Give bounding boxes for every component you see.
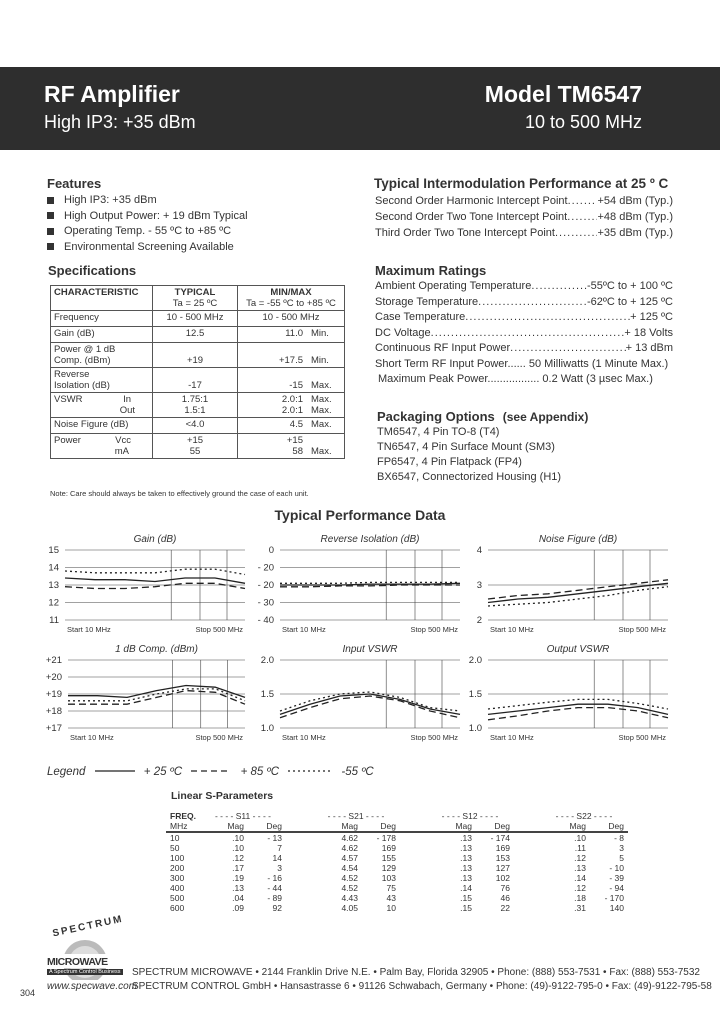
sparams-value: 4.43 xyxy=(341,893,358,903)
spec-note: Note: Care should always be taken to effectively ground the case of each unit. xyxy=(50,489,309,498)
rating-row: Case Temperature ..... + 125 ºC xyxy=(375,311,673,327)
rating-row: Storage Temperature ..... -62ºC to + 125 ºC xyxy=(375,296,673,312)
x-axis-label: Start 10 MHz xyxy=(282,733,326,742)
legend-item: + 25 ºC xyxy=(143,766,183,778)
spec-header-minmax: MIN/MAX Ta = -55 ºC to +85 ºC xyxy=(238,286,345,311)
sparams-value: 155 xyxy=(381,853,396,863)
sparams-value: 153 xyxy=(495,853,510,863)
y-tick-label: 1.5 xyxy=(260,689,274,700)
sparams-value: - 44 xyxy=(267,883,282,893)
x-axis-label: Start 10 MHz xyxy=(282,625,326,634)
y-tick-label: +20 xyxy=(45,672,62,683)
series-line xyxy=(488,708,668,720)
product-subtitle: High IP3: +35 dBm xyxy=(44,112,196,132)
sparams-value: .10 xyxy=(232,843,244,853)
sparams-value: 4.62 xyxy=(341,833,358,843)
rating-row: DC Voltage ..... + 18 Volts xyxy=(375,327,673,343)
x-axis-label: Start 10 MHz xyxy=(490,733,534,742)
sparams-freq: 300 xyxy=(170,873,185,883)
legend-item: + 85 ºC xyxy=(240,766,279,778)
sparams-freq: 400 xyxy=(170,883,185,893)
y-tick-label: +21 xyxy=(45,655,62,666)
chart-plot xyxy=(38,655,249,760)
sparams-value: .12 xyxy=(574,853,586,863)
sparams-value: .10 xyxy=(232,833,244,843)
packaging-list xyxy=(377,426,561,486)
chart-title: 1 dB Comp. (dBm) xyxy=(115,644,198,655)
y-tick-label: +17 xyxy=(45,723,62,734)
sparams-value: 4.52 xyxy=(341,873,358,883)
spec-header-row xyxy=(51,286,345,311)
features-list xyxy=(47,194,248,256)
feature-item: Environmental Screening Available xyxy=(47,241,248,257)
y-tick-label: 11 xyxy=(49,615,59,626)
feature-item: High IP3: +35 dBm xyxy=(47,194,248,210)
spec-row: Power Vcc mA +15 55 +15 58 Max. xyxy=(51,434,345,459)
sparams-value: .04 xyxy=(232,893,244,903)
sparams-value: .13 xyxy=(460,843,472,853)
y-tick-label: 4 xyxy=(476,545,482,556)
sparams-freq: 600 xyxy=(170,903,185,913)
series-line xyxy=(280,696,460,718)
sparams-row xyxy=(166,893,628,903)
product-title: RF Amplifier xyxy=(44,81,180,107)
sparams-value: .17 xyxy=(232,863,244,873)
sparams-value: 10 xyxy=(386,903,396,913)
series-line xyxy=(488,704,668,714)
y-tick-label: 1.0 xyxy=(468,723,482,734)
feature-item: High Output Power: + 19 dBm Typical xyxy=(47,210,248,226)
intermod-title: Typical Intermodulation Performance at 25 º C xyxy=(374,176,669,191)
sparams-value: .09 xyxy=(232,903,244,913)
sparams-value: .14 xyxy=(460,883,472,893)
spec-header-characteristic: CHARACTERISTIC xyxy=(51,286,153,311)
sparams-table xyxy=(166,811,628,913)
intermod-list xyxy=(375,195,673,243)
sparams-value: 43 xyxy=(386,893,396,903)
sparams-freq: 100 xyxy=(170,853,185,863)
sparams-value: .13 xyxy=(460,863,472,873)
bullet-icon xyxy=(47,197,54,204)
footer-url[interactable]: www.specwave.com xyxy=(47,981,138,992)
series-line xyxy=(65,578,245,583)
sparams-value: .19 xyxy=(232,873,244,883)
sparams-value: 46 xyxy=(500,893,510,903)
sparams-value: .12 xyxy=(574,883,586,893)
y-tick-label: 1.0 xyxy=(260,723,274,734)
sparams-value: - 13 xyxy=(267,833,282,843)
sparams-sub-row: MHz Mag Deg Mag Deg Mag Deg Mag Deg xyxy=(166,821,628,832)
y-tick-label: 3 xyxy=(476,580,482,591)
rating-extra: Short Term RF Input Power...... 50 Milliwatts (1 Minute Max.) xyxy=(375,357,669,370)
y-tick-label: 2.0 xyxy=(260,655,274,666)
y-tick-label: - 20 xyxy=(257,562,274,574)
x-axis-label: Stop 500 MHz xyxy=(618,625,666,634)
performance-title: Typical Performance Data xyxy=(274,507,446,523)
sparams-value: - 10 xyxy=(609,863,624,873)
sparams-row xyxy=(166,832,628,843)
feature-item: Operating Temp. - 55 ºC to +85 ºC xyxy=(47,225,248,241)
y-tick-label: 0 xyxy=(268,545,274,556)
chart-title: Gain (dB) xyxy=(133,534,177,545)
legend-item: -55 ºC xyxy=(341,766,374,778)
series-line xyxy=(68,686,245,698)
y-tick-label: 13 xyxy=(48,580,59,591)
sparams-value: .15 xyxy=(460,893,472,903)
spec-row: Noise Figure (dB) <4.0 4.5 Max. xyxy=(51,418,345,434)
sparams-freq: 10 xyxy=(170,833,180,843)
sparams-value: .13 xyxy=(460,853,472,863)
y-tick-label: 12 xyxy=(48,597,59,609)
sparams-value: .14 xyxy=(574,873,586,883)
spec-row: Frequency 10 - 500 MHz 10 - 500 MHz xyxy=(51,311,345,327)
chart-title: Input VSWR xyxy=(342,644,398,655)
sparams-value: .12 xyxy=(232,853,244,863)
sparams-value: 4.62 xyxy=(341,843,358,853)
chart-plot xyxy=(458,545,672,652)
spec-row: Power @ 1 dB Comp. (dBm) +19 +17.5 Min. xyxy=(51,343,345,368)
packaging-item: TN6547, 4 Pin Surface Mount (SM3) xyxy=(377,441,555,453)
sparams-row xyxy=(166,873,628,883)
chart-title: Reverse Isolation (dB) xyxy=(320,534,420,545)
packaging-item: TM6547, 4 Pin TO-8 (T4) xyxy=(377,426,500,438)
chart-title: Noise Figure (dB) xyxy=(538,534,618,545)
features-title: Features xyxy=(47,176,102,191)
x-axis-label: Start 10 MHz xyxy=(70,733,114,742)
sparams-value: 127 xyxy=(495,863,510,873)
bullet-icon xyxy=(47,243,54,250)
sparams-value: .18 xyxy=(574,893,586,903)
chart-plot xyxy=(458,655,672,760)
sparams-value: 4.05 xyxy=(341,903,358,913)
sparams-value: 169 xyxy=(381,843,396,853)
sparams-value: .31 xyxy=(574,903,586,913)
y-tick-label: +18 xyxy=(45,706,62,717)
sparams-group-row: FREQ. - - - - S11 - - - - - - - - S21 - - - - - - - - S12 - - - - - - - - S22 - - - - xyxy=(170,811,613,821)
x-axis-label: Stop 500 MHz xyxy=(410,733,458,742)
sparams-row xyxy=(166,843,628,853)
chart-title: Output VSWR xyxy=(546,644,610,655)
sparams-freq: 200 xyxy=(170,863,185,873)
sparams-value: 169 xyxy=(495,843,510,853)
sparams-row xyxy=(166,853,628,863)
sparams-value: 129 xyxy=(381,863,396,873)
sparams-value: 4.57 xyxy=(341,853,358,863)
sparams-value: - 178 xyxy=(376,833,396,843)
sparams-value: - 8 xyxy=(614,833,624,843)
rating-extra: Maximum Peak Power................. 0.2 Watt (3 µsec Max.) xyxy=(378,373,653,385)
spec-row: Gain (dB) 12.5 11.0 Min. xyxy=(51,327,345,343)
bullet-icon xyxy=(47,228,54,235)
x-axis-label: Stop 500 MHz xyxy=(618,733,666,742)
spec-row: Reverse Isolation (dB) -17 -15 Max. xyxy=(51,368,345,393)
sparams-value: .13 xyxy=(232,883,244,893)
sparams-value: - 16 xyxy=(267,873,282,883)
y-tick-label: 2 xyxy=(476,615,482,626)
logo-text-main: MICROWAVE xyxy=(47,956,108,968)
sparams-body xyxy=(166,832,628,913)
logo-text-top: SPECTRUM xyxy=(51,913,125,940)
y-tick-label: 14 xyxy=(48,562,59,574)
y-tick-label: +19 xyxy=(45,689,62,700)
sparams-row xyxy=(166,903,628,913)
sparams-freq: 50 xyxy=(170,843,180,853)
legend-dotted-line-icon xyxy=(288,767,332,775)
sparams-value: 22 xyxy=(500,903,510,913)
bullet-icon xyxy=(47,212,54,219)
sparams-value: - 174 xyxy=(490,833,510,843)
x-axis-label: Stop 500 MHz xyxy=(410,625,458,634)
sparams-value: .13 xyxy=(574,863,586,873)
specifications-table xyxy=(50,285,345,459)
spec-header-typical: TYPICAL Ta = 25 ºC xyxy=(153,286,238,311)
series-line xyxy=(68,691,245,705)
series-line xyxy=(65,583,245,588)
y-tick-label: - 30 xyxy=(257,597,274,609)
sparams-value: .13 xyxy=(460,833,472,843)
intermod-row: Second Order Harmonic Intercept Point ..... +54 dBm (Typ.) xyxy=(375,195,673,211)
sparams-value: 75 xyxy=(386,883,396,893)
specifications-title: Specifications xyxy=(48,263,137,278)
y-tick-label: 1.5 xyxy=(468,689,482,700)
sparams-value: - 89 xyxy=(267,893,282,903)
x-axis-label: Start 10 MHz xyxy=(67,625,111,634)
sparams-value: .11 xyxy=(574,843,586,853)
packaging-item: BX6547, Connectorized Housing (H1) xyxy=(377,471,562,483)
sparams-value: 5 xyxy=(619,853,624,863)
intermod-row: Second Order Two Tone Intercept Point ..... +48 dBm (Typ.) xyxy=(375,211,673,227)
sparams-value: .15 xyxy=(460,903,472,913)
model-number: Model TM6547 xyxy=(484,81,642,107)
chart-plot xyxy=(250,655,464,760)
sparams-row xyxy=(166,883,628,893)
sparams-freq: 500 xyxy=(170,893,185,903)
sparams-value: 3 xyxy=(619,843,624,853)
intermod-row: Third Order Two Tone Intercept Point ..... +35 dBm (Typ.) xyxy=(375,227,673,243)
footer-address-us: SPECTRUM MICROWAVE • 2144 Franklin Drive N.E. • Palm Bay, Florida 32905 • Phone: (888) 553-7531 • Fax: (888) 553-7532 xyxy=(132,967,700,978)
sparams-title: Linear S-Parameters xyxy=(171,790,274,802)
sparams-value: 4.52 xyxy=(341,883,358,893)
rating-row: Continuous RF Input Power ..... + 13 dBm xyxy=(375,342,673,358)
x-axis-label: Stop 500 MHz xyxy=(195,733,243,742)
sparams-value: .10 xyxy=(574,833,586,843)
y-tick-label: 15 xyxy=(48,545,59,556)
sparams-row xyxy=(166,863,628,873)
sparams-value: 92 xyxy=(272,903,282,913)
y-tick-label: - 40 xyxy=(257,615,274,626)
sparams-value: 3 xyxy=(277,863,282,873)
ratings-list xyxy=(375,280,673,389)
sparams-value: - 170 xyxy=(604,893,624,903)
sparams-value: 103 xyxy=(381,873,396,883)
sparams-value: 76 xyxy=(500,883,510,893)
legend-solid-line-icon xyxy=(95,767,135,775)
frequency-range: 10 to 500 MHz xyxy=(524,112,642,132)
series-line xyxy=(280,582,460,583)
spec-row: VSWR In Out 1.75:1 1.5:1 2.0:1 Max. 2.0:1 Max. xyxy=(51,393,345,418)
footer-address-de: SPECTRUM CONTROL GmbH • Hansastrasse 6 • 91126 Schwabach, Germany • Phone: (49)-9122-795-0 • Fax: (49)-9122-795-58 xyxy=(132,981,712,992)
sparams-value: - 39 xyxy=(609,873,624,883)
series-line xyxy=(488,580,668,599)
header-banner xyxy=(0,67,720,150)
x-axis-label: Start 10 MHz xyxy=(490,625,534,634)
sparams-value: .13 xyxy=(460,873,472,883)
x-axis-label: Stop 500 MHz xyxy=(195,625,243,634)
sparams-value: 102 xyxy=(495,873,510,883)
chart-plot xyxy=(250,545,464,652)
sparams-value: 4.54 xyxy=(341,863,358,873)
packaging-item: FP6547, 4 Pin Flatpack (FP4) xyxy=(377,456,522,468)
chart-plot xyxy=(35,545,249,652)
ratings-title: Maximum Ratings xyxy=(375,263,487,278)
legend-dashed-line-icon xyxy=(191,767,231,775)
legend-label: Legend xyxy=(47,766,86,778)
sparams-value: 7 xyxy=(277,843,282,853)
sparams-value: - 94 xyxy=(609,883,624,893)
y-tick-label: 2.0 xyxy=(468,655,482,666)
sparams-value: 140 xyxy=(609,903,624,913)
series-line xyxy=(65,569,245,574)
y-tick-label: - 20 xyxy=(257,580,274,591)
logo-tagline: A Spectrum Control Business xyxy=(49,969,121,975)
legend xyxy=(47,766,374,778)
rating-row: Ambient Operating Temperature ..... -55ºC to + 100 ºC xyxy=(375,280,673,296)
packaging-title: Packaging Options (see Appendix) xyxy=(377,409,589,424)
sparams-value: 14 xyxy=(272,853,282,863)
page-number: 304 xyxy=(20,988,36,998)
